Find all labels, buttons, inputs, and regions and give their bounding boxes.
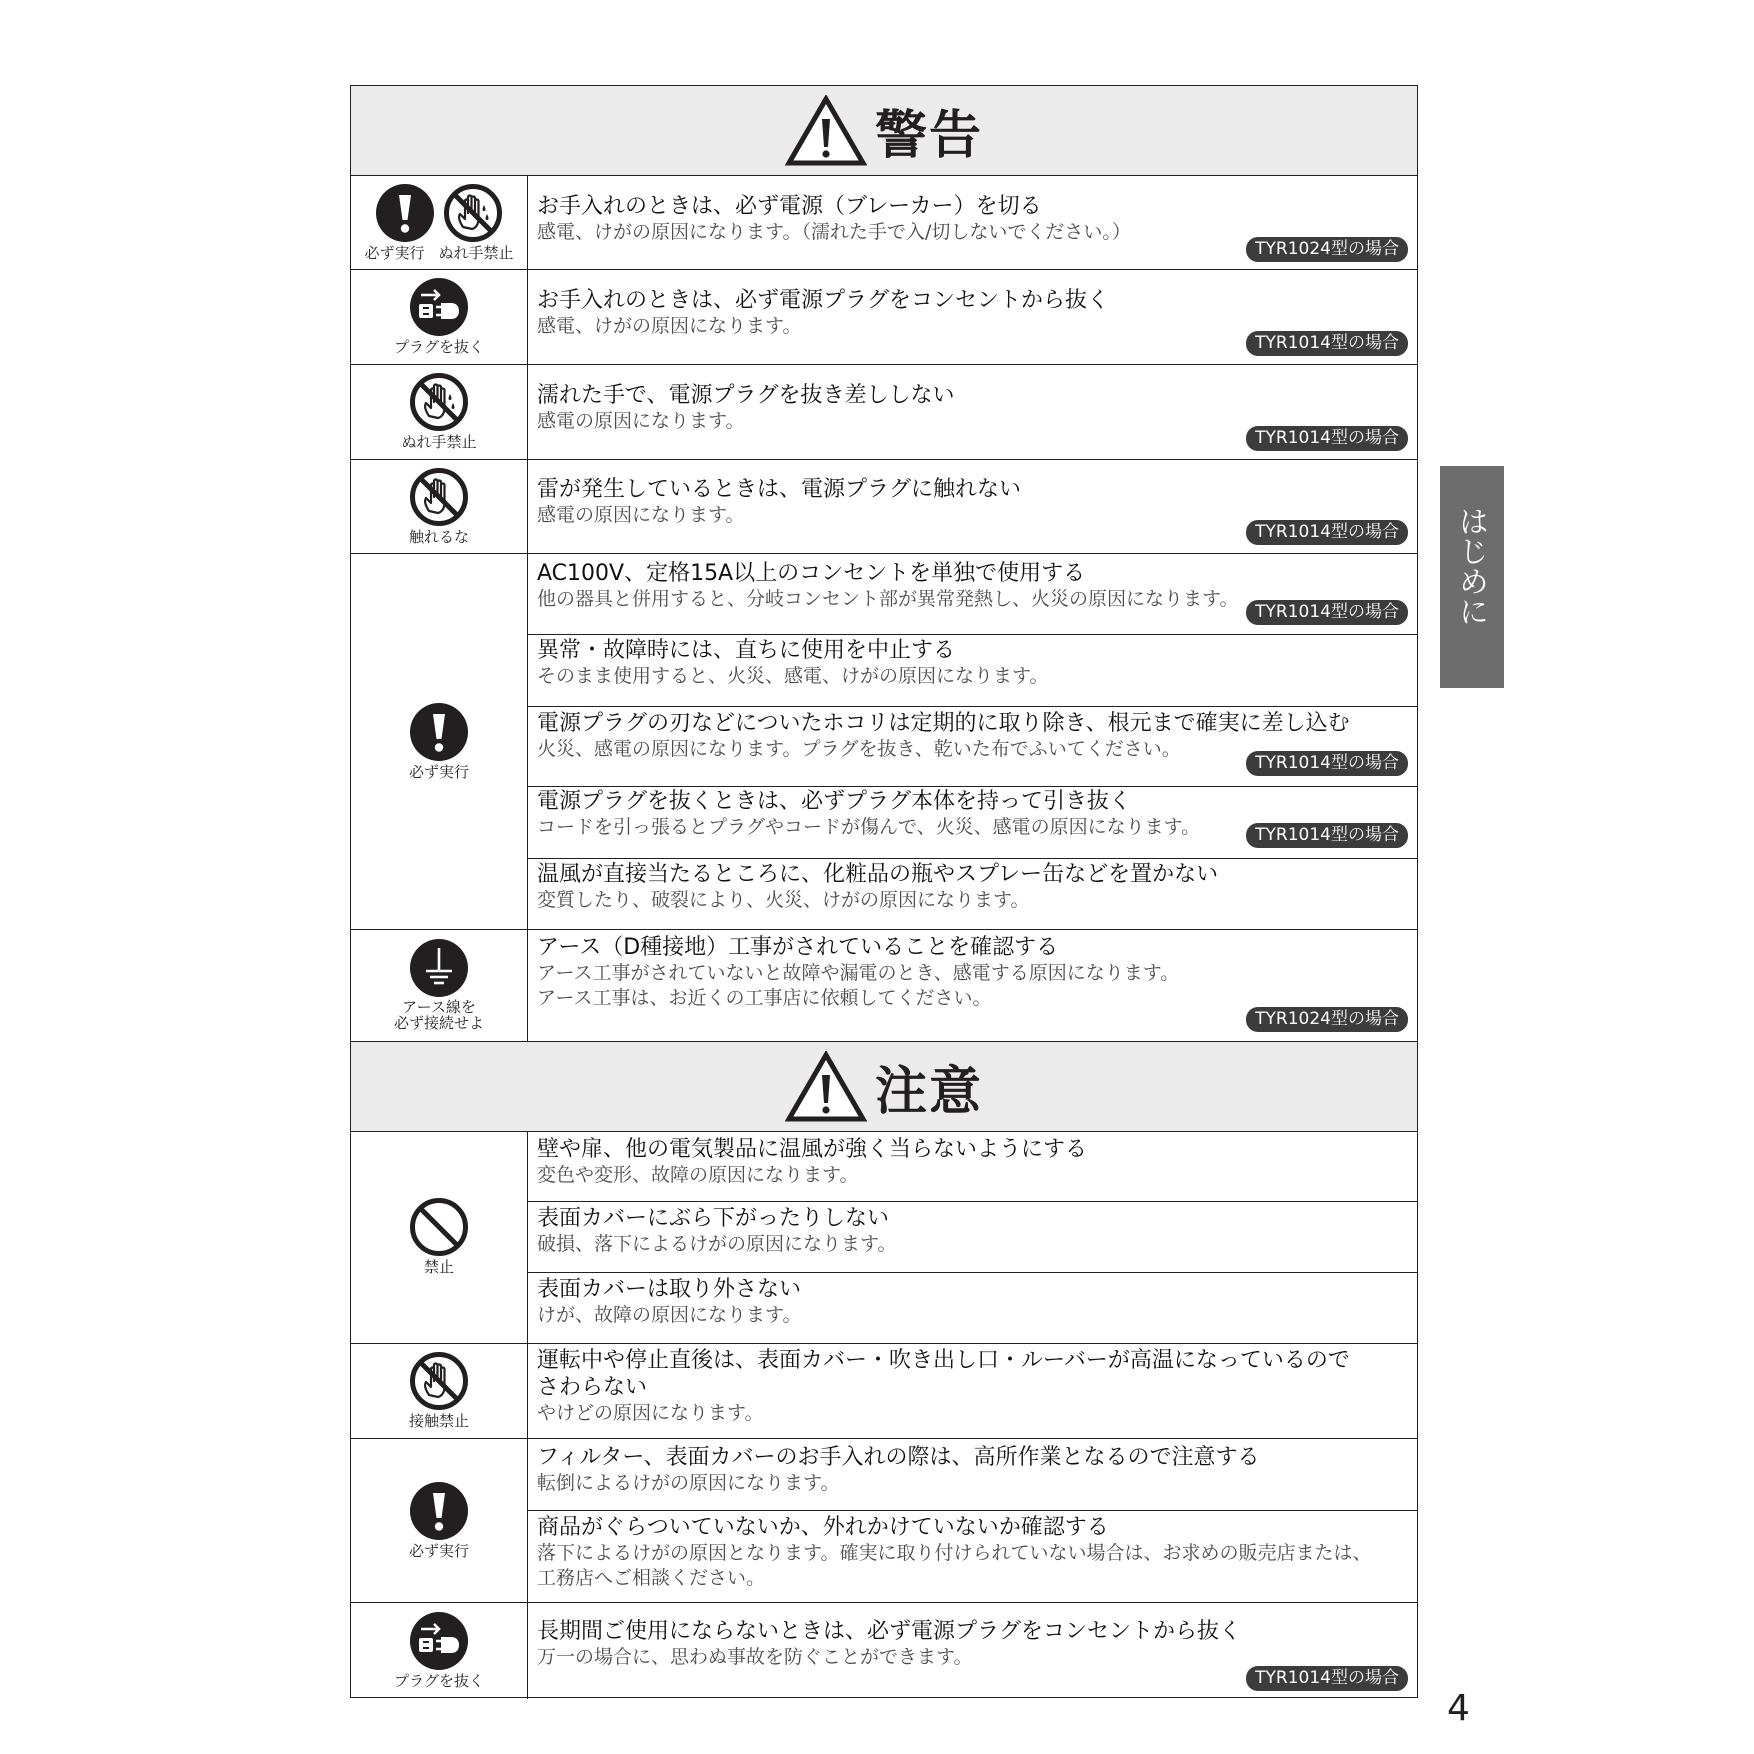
item-title: 温風が直接当たるところに、化粧品の瓶やスプレー缶などを置かない <box>537 862 1219 887</box>
item-title: 表面カバーにぶら下がったりしない <box>537 1206 890 1231</box>
section-side-tab <box>1440 466 1504 688</box>
icon-cell-prohibited <box>351 1130 527 1343</box>
item-text <box>537 1136 1407 1188</box>
icon-label: 必ず実行 <box>408 762 469 781</box>
icon-cell-contact-prohibited <box>351 1343 527 1438</box>
item-title: AC100V、定格15A以上のコンセントを単独で使用する <box>537 561 1086 586</box>
item-title: 壁や扉、他の電気製品に温風が強く当らないようにする <box>537 1137 1088 1162</box>
item-text <box>537 637 1407 689</box>
icon-label: 触れるな <box>408 527 469 546</box>
item-desc: 万一の場合に、思わぬ事故を防ぐことができます。 <box>537 1646 973 1668</box>
model-badge: TYR1014型の場合 <box>1246 1666 1408 1691</box>
item-title: フィルター、表面カバーのお手入れの際は、高所作業となるので注意する <box>537 1445 1260 1470</box>
wet-hand-prohibited-icon <box>443 183 503 243</box>
item-text <box>537 1618 1407 1670</box>
item-desc: 感電の原因になります。 <box>537 504 745 526</box>
icon-cell-must <box>351 553 527 929</box>
icon-cell-wet-hand <box>351 364 527 459</box>
row-divider <box>527 1201 1417 1202</box>
item-title: 異常・故障時には、直ちに使用を中止する <box>537 638 956 663</box>
item-desc: 他の器具と併用すると、分岐コンセント部が異常発熱し、火災の原因になります。 <box>537 588 1239 610</box>
warning-header-text: 警告 <box>874 106 983 166</box>
item-desc: 破損、落下によるけがの原因になります。 <box>537 1233 897 1255</box>
wet-hand-prohibited-icon <box>409 372 469 432</box>
model-badge: TYR1014型の場合 <box>1246 823 1408 848</box>
warning-header <box>351 86 1417 176</box>
model-badge: TYR1014型の場合 <box>1246 520 1408 545</box>
item-title-continued: さわらない <box>537 1375 648 1400</box>
item-text <box>537 1276 1407 1328</box>
icon-label: アース線を <box>402 998 476 1017</box>
item-title: 表面カバーは取り外さない <box>537 1277 802 1302</box>
side-tab-label: はじめに <box>1453 506 1488 626</box>
do-not-touch-icon <box>409 1351 469 1411</box>
icon-cell-no-touch <box>351 459 527 553</box>
mandatory-action-icon <box>375 183 435 243</box>
unplug-icon <box>409 277 469 337</box>
item-desc: 感電、けがの原因になります。 <box>537 315 802 337</box>
caution-header <box>351 1041 1417 1132</box>
item-title: 電源プラグの刃などについたホコリは定期的に取り除き、根元まで確実に差し込む <box>537 711 1350 736</box>
item-text <box>537 861 1407 913</box>
caution-header-text: 注意 <box>874 1062 983 1122</box>
item-desc: そのまま使用すると、火災、感電、けがの原因になります。 <box>537 665 1049 687</box>
icon-label: ぬれ手禁止 <box>438 243 514 262</box>
icon-cell-must-wet <box>351 175 527 269</box>
row-divider <box>527 786 1417 787</box>
item-title: 長期間ご使用にならないときは、必ず電源プラグをコンセントから抜く <box>537 1619 1242 1644</box>
icon-label: 禁止 <box>423 1258 454 1277</box>
item-title: お手入れのときは、必ず電源プラグをコンセントから抜く <box>537 288 1110 313</box>
model-badge: TYR1024型の場合 <box>1246 1007 1408 1032</box>
item-text <box>537 934 1407 1011</box>
item-desc: 落下によるけがの原因となります。確実に取り付けられていない場合は、お求めの販売店または、 <box>537 1542 1372 1564</box>
column-divider <box>527 175 528 1699</box>
icon-cell-unplug <box>351 1602 527 1699</box>
icon-label: プラグを抜く <box>393 1672 484 1691</box>
item-title: 電源プラグを抜くときは、必ずプラグ本体を持って引き抜く <box>537 789 1132 814</box>
model-badge: TYR1014型の場合 <box>1246 600 1408 625</box>
row-divider <box>527 1272 1417 1273</box>
item-desc: 感電、けがの原因になります。（濡れた手で入/切しないでください。） <box>537 221 1131 243</box>
caution-triangle-icon <box>785 1051 867 1123</box>
item-text <box>537 1514 1407 1591</box>
item-desc: 変質したり、破裂により、火災、けがの原因になります。 <box>537 889 1030 911</box>
icon-label: 必ず実行 <box>408 1541 469 1560</box>
item-title: 雷が発生しているときは、電源プラグに触れない <box>537 477 1022 502</box>
item-desc: コードを引っ張るとプラグやコードが傷んで、火災、感電の原因になります。 <box>537 816 1201 838</box>
item-title: 商品がぐらついていないか、外れかけていないか確認する <box>537 1515 1109 1540</box>
item-desc: 火災、感電の原因になります。プラグを抜き、乾いた布でふいてください。 <box>537 738 1181 760</box>
icon-label: 必ず実行 <box>364 243 425 262</box>
model-badge: TYR1014型の場合 <box>1246 751 1408 776</box>
item-desc: 感電の原因になります。 <box>537 410 745 432</box>
row-divider <box>527 634 1417 635</box>
item-desc: やけどの原因になります。 <box>537 1402 764 1424</box>
item-title: アース（D種接地）工事がされていることを確認する <box>537 935 1059 960</box>
safety-table <box>350 85 1418 1698</box>
item-title: 運転中や停止直後は、表面カバー・吹き出し口・ルーバーが高温になっているので <box>537 1348 1350 1373</box>
mandatory-action-icon <box>409 1481 469 1541</box>
item-desc: 変色や変形、故障の原因になります。 <box>537 1164 859 1186</box>
icon-label: ぬれ手禁止 <box>401 433 477 452</box>
item-text <box>537 1205 1407 1257</box>
row-divider <box>527 1510 1417 1511</box>
icon-label: 必ず接続せよ <box>393 1014 484 1032</box>
prohibited-icon <box>409 1197 469 1257</box>
page-number: 4 <box>1447 1688 1470 1729</box>
item-text <box>537 1347 1407 1426</box>
icon-cell-unplug <box>351 269 527 364</box>
warning-triangle-icon <box>785 95 867 167</box>
icon-label: プラグを抜く <box>393 338 484 357</box>
model-badge: TYR1014型の場合 <box>1246 331 1408 356</box>
icon-cell-ground <box>351 929 527 1041</box>
icon-cell-must <box>351 1438 527 1602</box>
item-title: 濡れた手で、電源プラグを抜き差ししない <box>537 383 955 408</box>
item-desc: けが、故障の原因になります。 <box>537 1304 802 1326</box>
row-divider <box>527 706 1417 707</box>
item-desc: アース工事がされていないと故障や漏電のとき、感電する原因になります。 <box>537 962 1180 984</box>
row-divider <box>527 858 1417 859</box>
model-badge: TYR1024型の場合 <box>1246 237 1408 262</box>
icon-label: 接触禁止 <box>408 1412 469 1431</box>
item-desc: 工務店へご相談ください。 <box>537 1567 766 1589</box>
item-title: お手入れのときは、必ず電源（ブレーカー）を切る <box>537 194 1042 219</box>
item-desc: 転倒によるけがの原因になります。 <box>537 1472 840 1494</box>
do-not-touch-icon <box>409 467 469 527</box>
item-text <box>537 1444 1407 1496</box>
ground-icon <box>409 938 469 998</box>
unplug-icon <box>409 1611 469 1671</box>
item-desc: アース工事は、お近くの工事店に依頼してください。 <box>537 987 992 1009</box>
model-badge: TYR1014型の場合 <box>1246 426 1408 451</box>
mandatory-action-icon <box>409 702 469 762</box>
